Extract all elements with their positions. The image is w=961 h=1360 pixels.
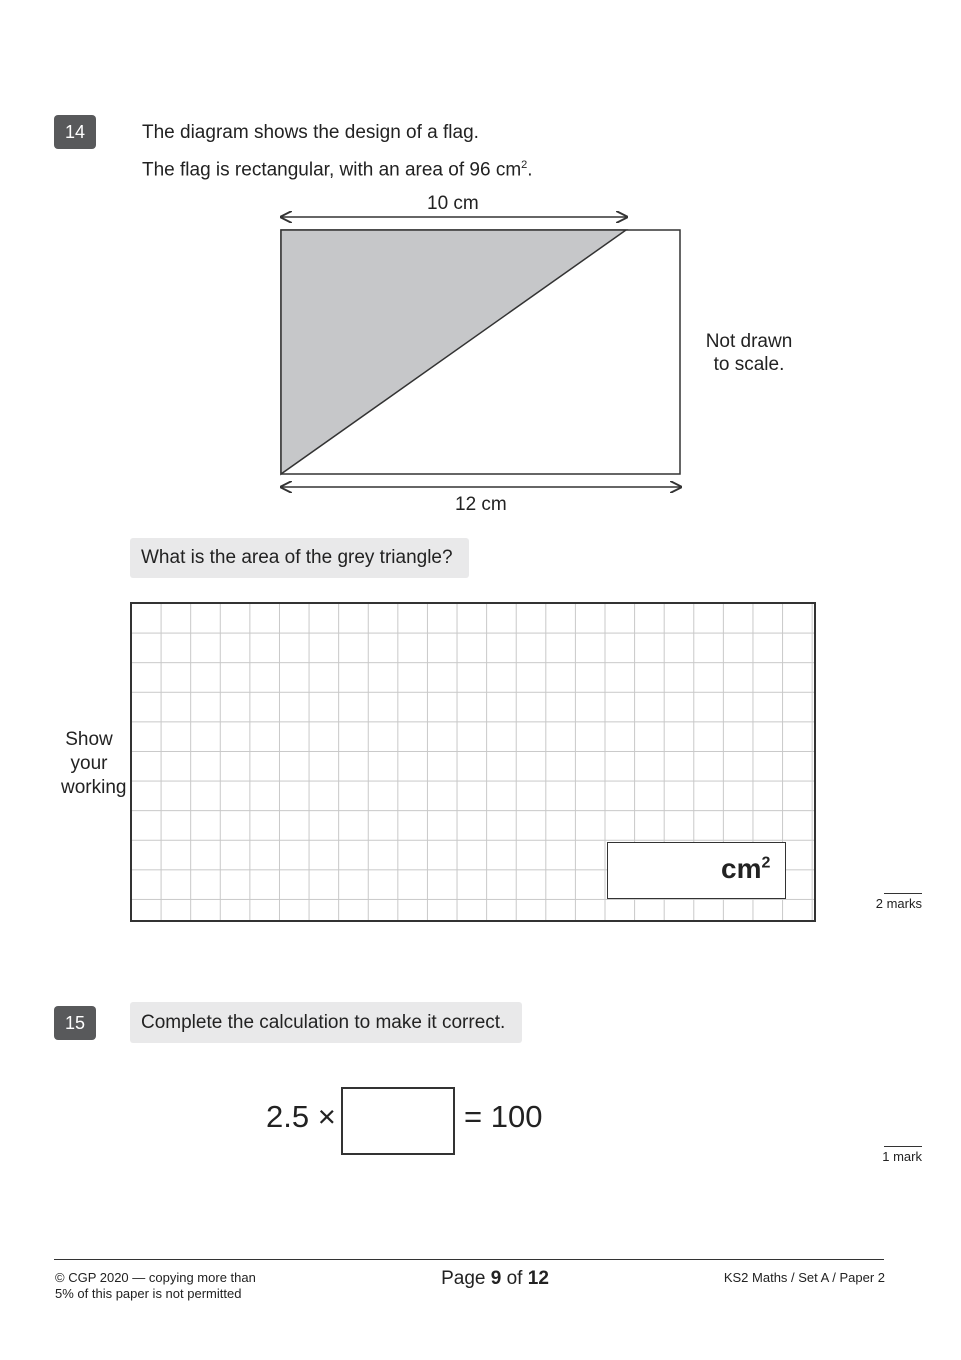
page-number: 9 — [490, 1268, 502, 1289]
question-number-badge — [54, 1006, 96, 1040]
scale-note-line-2: to scale. — [713, 354, 785, 375]
question-prompt: What is the area of the grey triangle? — [130, 538, 469, 578]
marks-indicator — [842, 893, 922, 911]
scale-note-line-1: Not drawn — [705, 331, 793, 352]
area-period: . — [527, 159, 533, 181]
page-indicator — [380, 1268, 610, 1290]
page-total: 12 — [527, 1268, 549, 1289]
copyright-line-1: © CGP 2020 — copying more than — [55, 1270, 256, 1285]
area-text: The flag is rectangular, with an area of 96 cm — [142, 159, 522, 181]
marks-indicator — [842, 1146, 922, 1164]
calc-left: 2.5 × — [266, 1099, 336, 1134]
working-line-3: working — [61, 777, 127, 798]
answer-unit — [721, 853, 770, 885]
show-working-label — [61, 728, 127, 800]
top-length-label: 10 cm — [427, 193, 479, 214]
unit-superscript: 2 — [761, 854, 771, 872]
footer-divider — [54, 1259, 884, 1260]
working-line-2: your — [70, 753, 108, 774]
marks-line — [884, 893, 922, 894]
marks-text: 2 marks — [875, 896, 922, 911]
calc-answer-box[interactable] — [341, 1087, 455, 1155]
copyright-notice — [55, 1270, 256, 1302]
of-word: of — [506, 1268, 523, 1289]
marks-line — [884, 1146, 922, 1147]
working-line-1: Show — [65, 729, 113, 750]
unit-text: cm — [721, 853, 762, 884]
question-number: 15 — [64, 1012, 86, 1033]
question-intro-line: The diagram shows the design of a flag. — [142, 122, 479, 143]
scale-note — [705, 330, 793, 376]
area-superscript: 2 — [521, 159, 528, 171]
calc-right: = 100 — [464, 1099, 543, 1134]
marks-text: 1 mark — [882, 1149, 922, 1164]
copyright-line-2: 5% of this paper is not permitted — [55, 1286, 242, 1301]
question-number: 14 — [64, 121, 86, 142]
question-prompt: Complete the calculation to make it correct. — [130, 1002, 522, 1043]
paper-label: KS2 Maths / Set A / Paper 2 — [723, 1270, 885, 1285]
bottom-length-label: 12 cm — [455, 494, 507, 515]
page-word: Page — [441, 1268, 486, 1289]
